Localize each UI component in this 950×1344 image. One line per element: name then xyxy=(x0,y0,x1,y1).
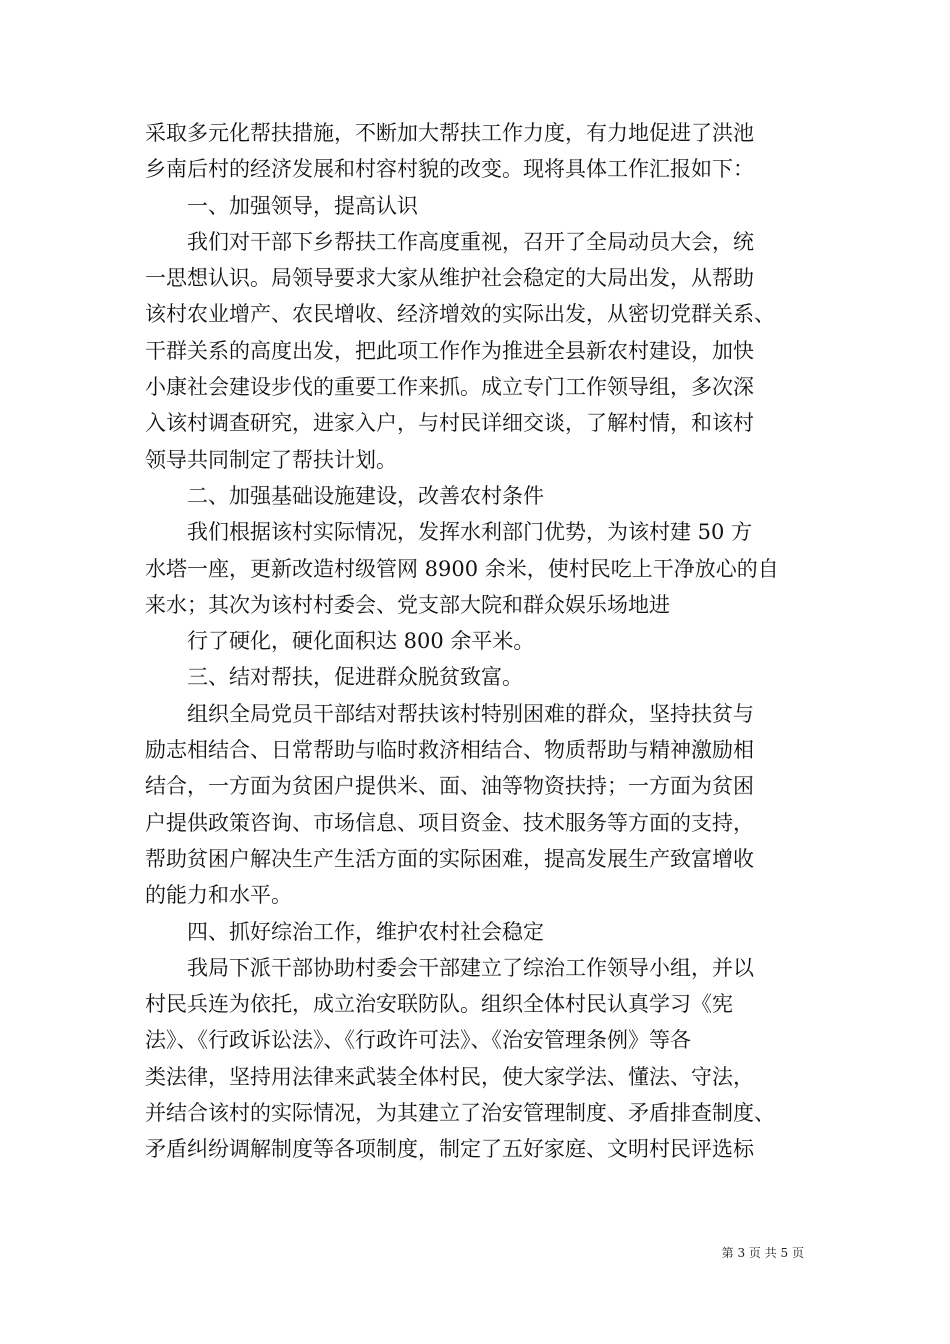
text-line: 三、结对帮扶，促进群众脱贫致富。 xyxy=(187,665,523,690)
text-line: 并结合该村的实际情况，为其建立了治安管理制度、矛盾排查制度、 xyxy=(145,1101,775,1126)
text-line: 入该村调查研究，进家入户，与村民详细交谈，了解村情，和该村 xyxy=(145,411,754,436)
text-line: 领导共同制定了帮扶计划。 xyxy=(145,447,397,472)
text-line: 行了硬化，硬化面积达 800 余平米。 xyxy=(187,629,535,654)
text-line: 的能力和水平。 xyxy=(145,883,292,908)
text-line: 该村农业增产、农民增收、经济增效的实际出发，从密切党群关系、 xyxy=(145,302,775,327)
text-line: 采取多元化帮扶措施，不断加大帮扶工作力度，有力地促进了洪池 xyxy=(145,121,754,145)
text-line: 干群关系的高度出发，把此项工作作为推进全县新农村建设，加快 xyxy=(145,338,754,363)
text-line: 村民兵连为依托，成立治安联防队。组织全体村民认真学习《宪 xyxy=(145,992,733,1017)
text-line: 小康社会建设步伐的重要工作来抓。成立专门工作领导组，多次深 xyxy=(145,375,754,400)
body-text xyxy=(145,115,810,1168)
text-line: 法》、《行政诉讼法》、《行政许可法》、《治安管理条例》等各 xyxy=(145,1028,691,1053)
text-line: 矛盾纠纷调解制度等各项制度，制定了五好家庭、文明村民评选标 xyxy=(145,1137,754,1162)
text-line: 水塔一座，更新改造村级管网 8900 余米，使村民吃上干净放心的自 xyxy=(145,556,779,581)
text-line: 四、抓好综治工作，维护农村社会稳定 xyxy=(187,919,544,944)
text-line: 二、加强基础设施建设，改善农村条件 xyxy=(187,483,544,508)
text-line: 乡南后村的经济发展和村容村貌的改变。现将具体工作汇报如下： xyxy=(145,157,754,182)
text-line: 一思想认识。局领导要求大家从维护社会稳定的大局出发，从帮助 xyxy=(145,266,754,291)
text-line: 结合，一方面为贫困户提供米、面、油等物资扶持；一方面为贫困 xyxy=(145,774,754,799)
text-line: 我们根据该村实际情况，发挥水利部门优势，为该村建 50 方 xyxy=(187,520,753,545)
text-line: 我局下派干部协助村委会干部建立了综治工作领导小组，并以 xyxy=(187,955,754,980)
text-line: 户提供政策咨询、市场信息、项目资金、技术服务等方面的支持， xyxy=(145,810,754,835)
text-line: 组织全局党员干部结对帮扶该村特别困难的群众，坚持扶贫与 xyxy=(187,701,754,726)
text-line: 帮助贫困户解决生产生活方面的实际困难，提高发展生产致富增收 xyxy=(145,846,754,871)
text-line: 励志相结合、日常帮助与临时救济相结合、物质帮助与精神激励相 xyxy=(145,738,754,763)
text-line: 一、加强领导，提高认识 xyxy=(187,193,418,218)
text-line: 类法律，坚持用法律来武装全体村民，使大家学法、懂法、守法， xyxy=(145,1064,754,1089)
page-number: 第 3 页 共 5 页 xyxy=(721,1246,804,1260)
text-line: 来水；其次为该村村委会、党支部大院和群众娱乐场地进 xyxy=(145,592,670,617)
text-line: 我们对干部下乡帮扶工作高度重视，召开了全局动员大会，统 xyxy=(187,229,754,254)
